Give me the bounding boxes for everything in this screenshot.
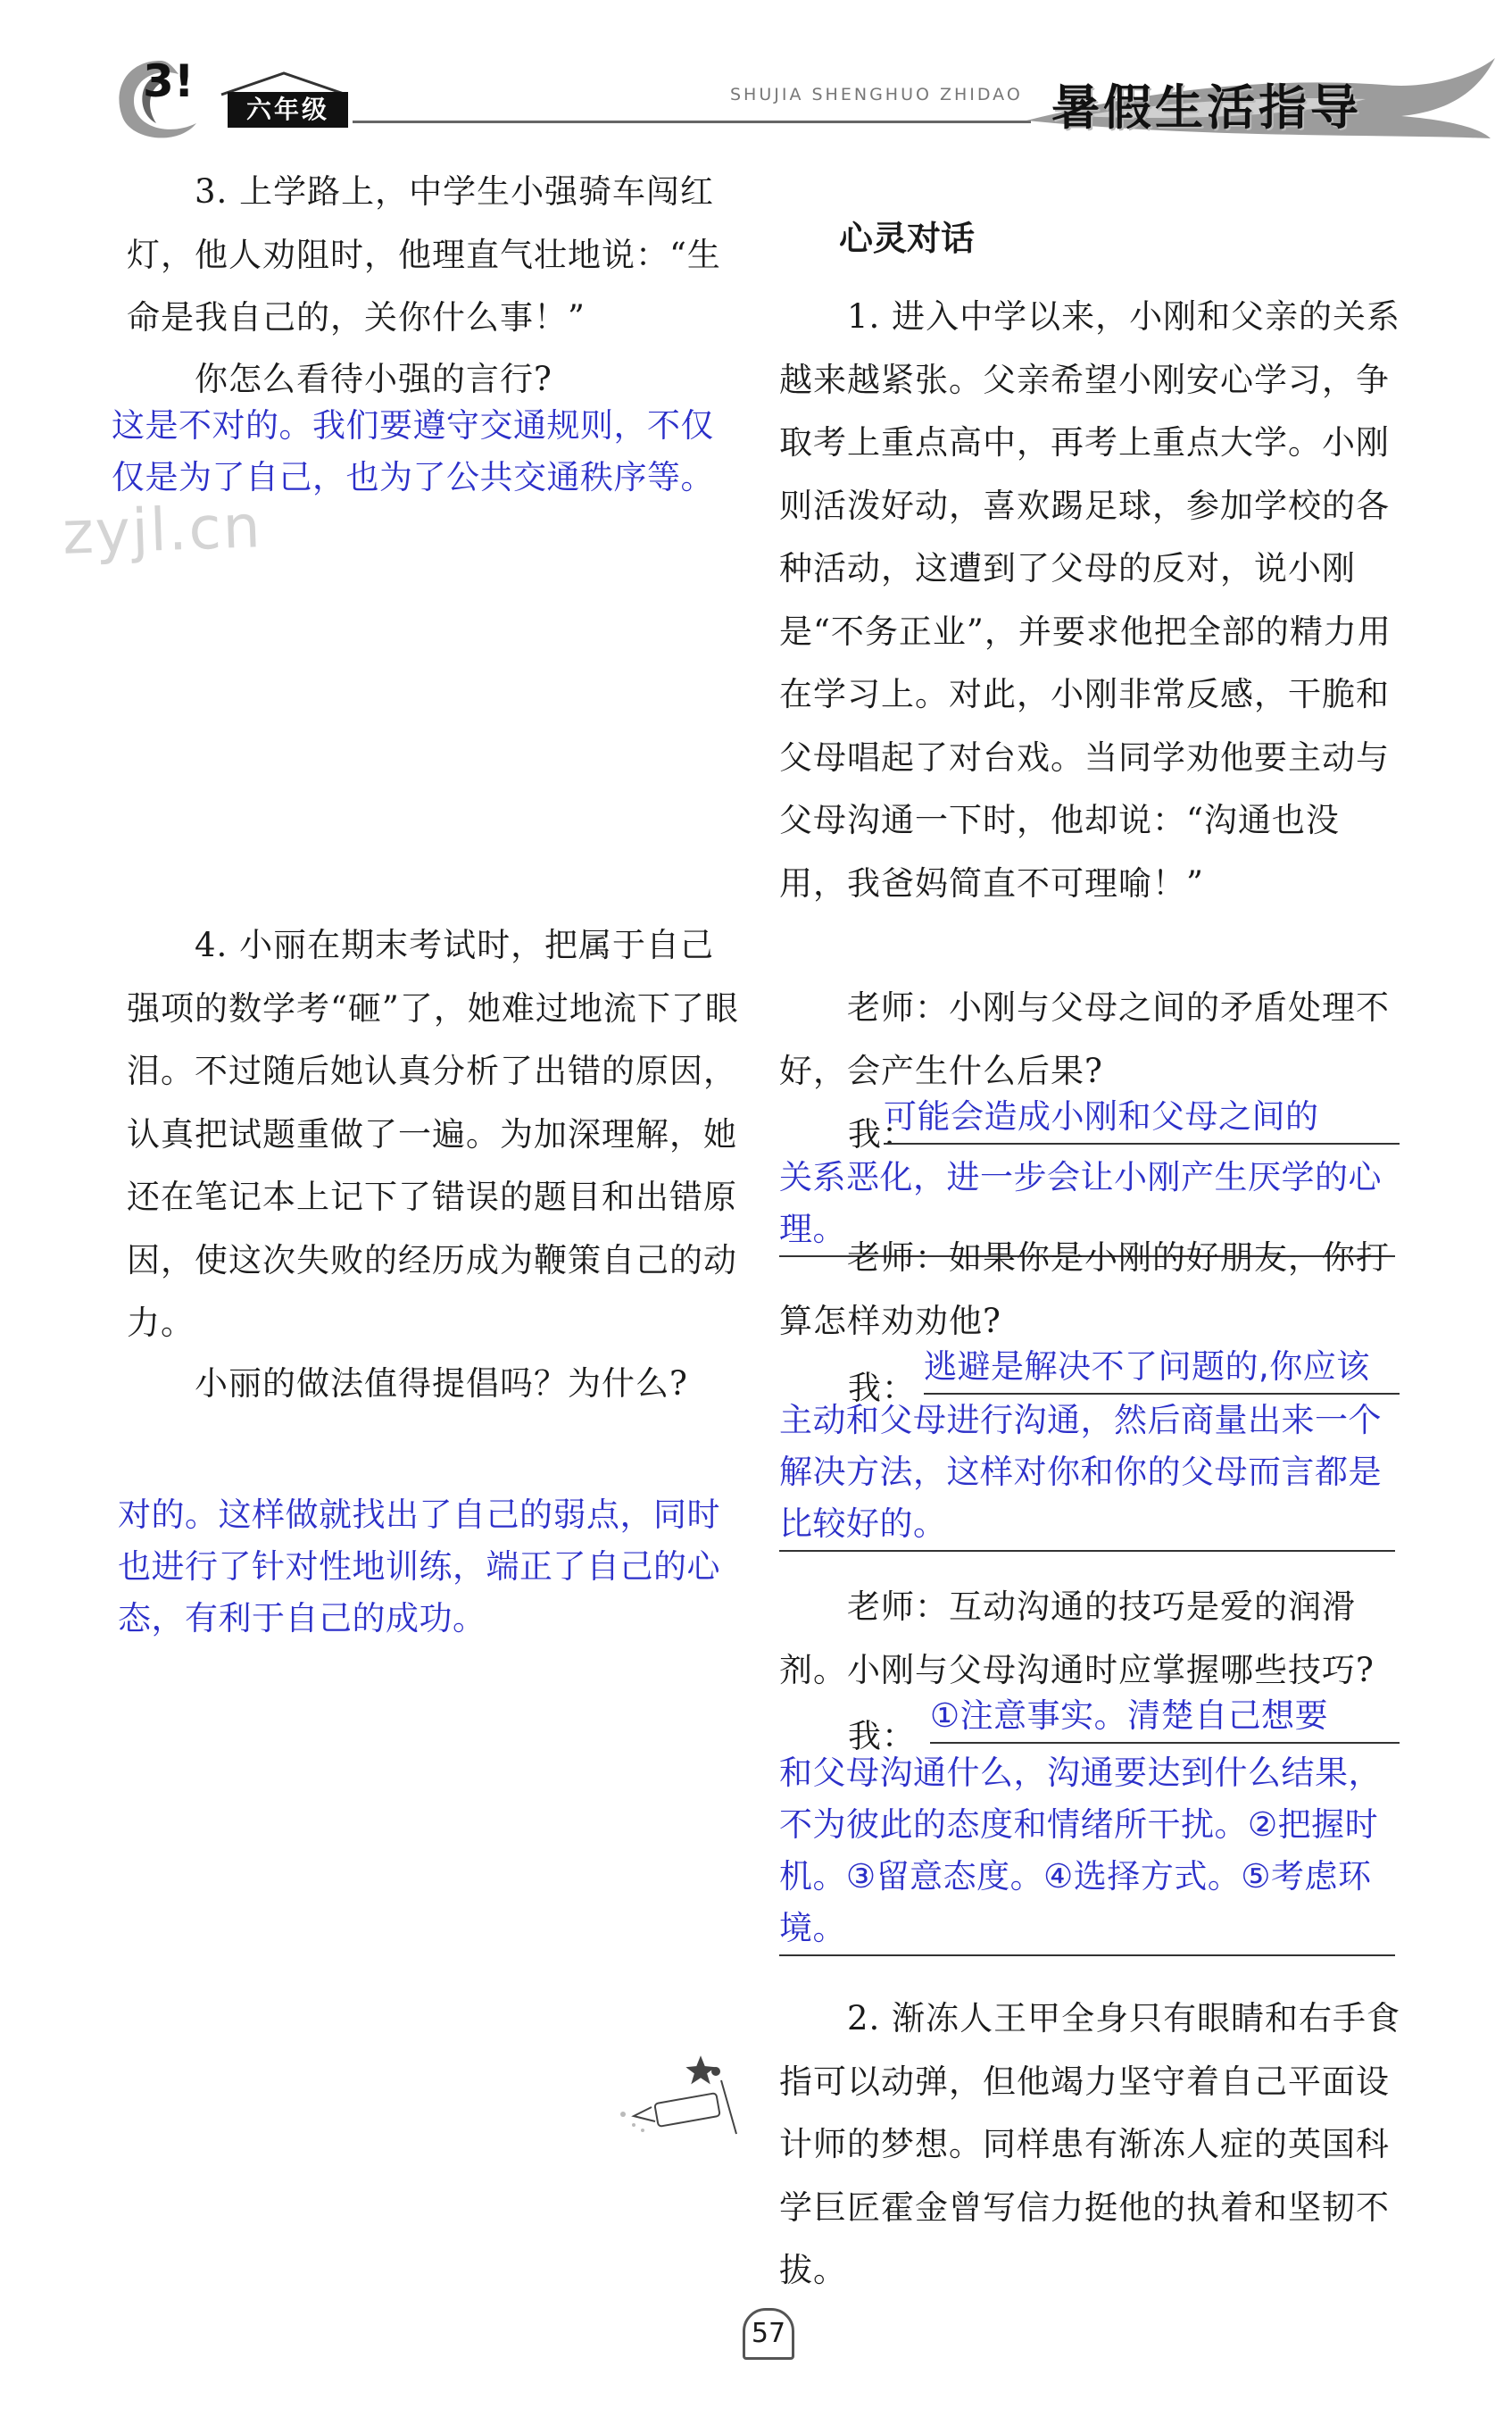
book-title: 暑假生活指导 bbox=[1051, 79, 1362, 136]
me-label-2: 我： bbox=[848, 1369, 916, 1407]
answer-3-rest: 和父母沟通什么，沟通要达到什么结果，不为彼此的态度和情绪所干扰。②把握时机。③留意态度。④选择方式。⑤考虑环境。 bbox=[779, 1747, 1395, 1956]
grade-badge-number: 3! bbox=[143, 55, 195, 107]
answer-2-first-line: 逃避是解决不了问题的,你应该 bbox=[924, 1341, 1400, 1395]
header-rule bbox=[353, 121, 1031, 123]
pencil-decoration-icon bbox=[616, 2045, 750, 2152]
me-label-3: 我： bbox=[848, 1717, 916, 1755]
answer-3-first-line: ①注意事实。清楚自己想要 bbox=[930, 1690, 1400, 1744]
question-3-answer: 这是不对的。我们要遵守交通规则，不仅仅是为了自己，也为了公共交通秩序等。 bbox=[112, 406, 714, 496]
question-2-text: 2. 渐冻人王甲全身只有眼睛和右手食指可以动弹，但他竭力坚守着自己平面设计师的梦想。同样患有渐冻人症的英国科学巨匠霍金曾写信力挺他的执着和坚韧不拔。 bbox=[779, 1999, 1401, 2289]
teacher-question-1: 老师：小刚与父母之间的矛盾处理不好，会产生什么后果? bbox=[779, 988, 1390, 1090]
answer-1-first-line: 可能会造成小刚和父母之间的 bbox=[884, 1091, 1400, 1145]
watermark: zyjl.cn bbox=[61, 492, 263, 568]
header-pinyin: SHUJIA SHENGHUO ZHIDAO bbox=[730, 85, 1023, 104]
answer-1-rest: 关系恶化，进一步会让小刚产生厌学的心理。 bbox=[779, 1152, 1395, 1257]
section-title: 心灵对话 bbox=[828, 211, 975, 260]
grade-label: 六年级 bbox=[228, 92, 348, 128]
question-1-text: 1. 进入中学以来，小刚和父亲的关系越来越紧张。父亲希望小刚安心学习，争取考上重点高中，再考上重点大学。小刚则活泼好动，喜欢踢足球，参加学校的各种活动，这遭到了父母的反对，说小刚是“不务正业”，并要求他把全部的精力用在学习上。对此，小刚非常反感，干脆和父母唱起了对台戏。当同学劝他要主动与父母沟通一下时，他却说：“沟通也没用，我爸妈简直不可理喻！” bbox=[779, 297, 1401, 903]
question-4-prompt: 小丽的做法值得提倡吗？为什么? bbox=[195, 1364, 688, 1403]
question-3-prompt: 你怎么看待小强的言行? bbox=[195, 360, 552, 398]
me-label-1: 我： bbox=[848, 1115, 916, 1154]
question-4-text: 4. 小丽在期末考试时，把属于自己强项的数学考“砸”了，她难过地流下了眼泪。不过随后她认真分析了出错的原因，认真把试题重做了一遍。为加深理解，她还在笔记本上记下了错误的题目和出错原因，使这次失败的经历成为鞭策自己的动力。 bbox=[127, 926, 739, 1342]
question-3-text: 3. 上学路上，中学生小强骑车闯红灯，他人劝阻时，他理直气壮地说：“生命是我自己的，关你什么事！” bbox=[127, 172, 721, 337]
page-number: 57 bbox=[743, 2308, 794, 2360]
teacher-question-3: 老师：互动沟通的技巧是爱的润滑剂。小刚与父母沟通时应掌握哪些技巧? bbox=[779, 1587, 1375, 1689]
question-4-answer: 对的。这样做就找出了自己的弱点，同时也进行了针对性地训练，端正了自己的心态，有利于自己的成功。 bbox=[118, 1496, 720, 1637]
teacher-question-2: 老师：如果你是小刚的好朋友，你打算怎样劝劝他? bbox=[779, 1238, 1390, 1340]
answer-2-rest: 主动和父母进行沟通，然后商量出来一个解决方法，这样对你和你的父母而言都是比较好的。 bbox=[779, 1395, 1395, 1552]
